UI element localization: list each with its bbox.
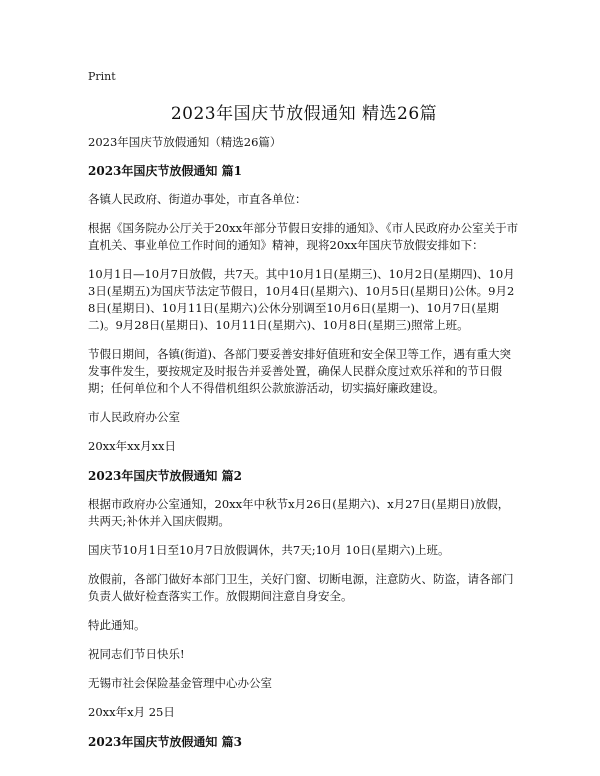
issuer-signature: 市人民政府办公室	[88, 410, 180, 424]
section-heading-3: 2023年国庆节放假通知 篇3	[88, 735, 242, 749]
issue-date: 20xx年x月 25日	[88, 705, 175, 719]
holiday-schedule-paragraph: 10月1日—10月7日放假，共7天。其中10月1日(星期三)、10月2日(星期四)、10月3日(星期五)为国庆节法定节假日，10月4日(星期六)、10月5日(星期日)公休。9月28日(星期日)、10月11日(星期六)公休分别调至10月6日(星期一)、10月7日(星期二)。9月28日(星期日)、10月11日(星期六)、10月8日(星期三)照常上班。	[88, 267, 515, 332]
mid-autumn-paragraph: 根据市政府办公室通知，20xx年中秋节x月26日(星期六)、x月27日(星期日)放假，共两天;补休并入国庆假期。	[88, 497, 510, 528]
issuer-signature: 无锡市社会保险基金管理中心办公室	[88, 676, 272, 690]
duty-arrangement-paragraph: 节假日期间，各镇(街道)、各部门要妥善安排好值班和安全保卫等工作，遇有重大突发事件发生，要按规定及时报告并妥善处置，确保人民群众度过欢乐祥和的节日假期；任何单位和个人不得借机组织公款旅游活动，切实搞好廉政建设。	[88, 347, 511, 395]
national-day-paragraph: 国庆节10月1日至10月7日放假调休，共7天;10月 10日(星期六)上班。	[88, 543, 450, 557]
page-title: 2023年国庆节放假通知 精选26篇	[170, 104, 438, 124]
issue-date: 20xx年xx月xx日	[88, 439, 177, 453]
print-label: Print	[88, 70, 116, 83]
pre-holiday-paragraph: 放假前，各部门做好本部门卫生，关好门窗、切断电源，注意防火、防盗，请各部门负责人做好检查落实工作。放假期间注意自身安全。	[88, 572, 514, 603]
section-heading-2: 2023年国庆节放假通知 篇2	[88, 469, 242, 483]
greeting: 祝同志们节日快乐!	[88, 647, 185, 661]
notice-basis-paragraph: 根据《国务院办公厅关于20xx年部分节假日安排的通知》、《市人民政府办公室关于市直机关、事业单位工作时间的通知》精神，现将20xx年国庆节放假安排如下：	[88, 221, 519, 252]
section-heading-1: 2023年国庆节放假通知 篇1	[88, 164, 242, 178]
document-page	[88, 70, 520, 762]
page-subtitle: 2023年国庆节放假通知（精选26篇）	[88, 135, 282, 149]
notice-statement: 特此通知。	[88, 618, 146, 632]
salutation: 各镇人民政府、街道办事处，市直各单位：	[88, 192, 307, 206]
